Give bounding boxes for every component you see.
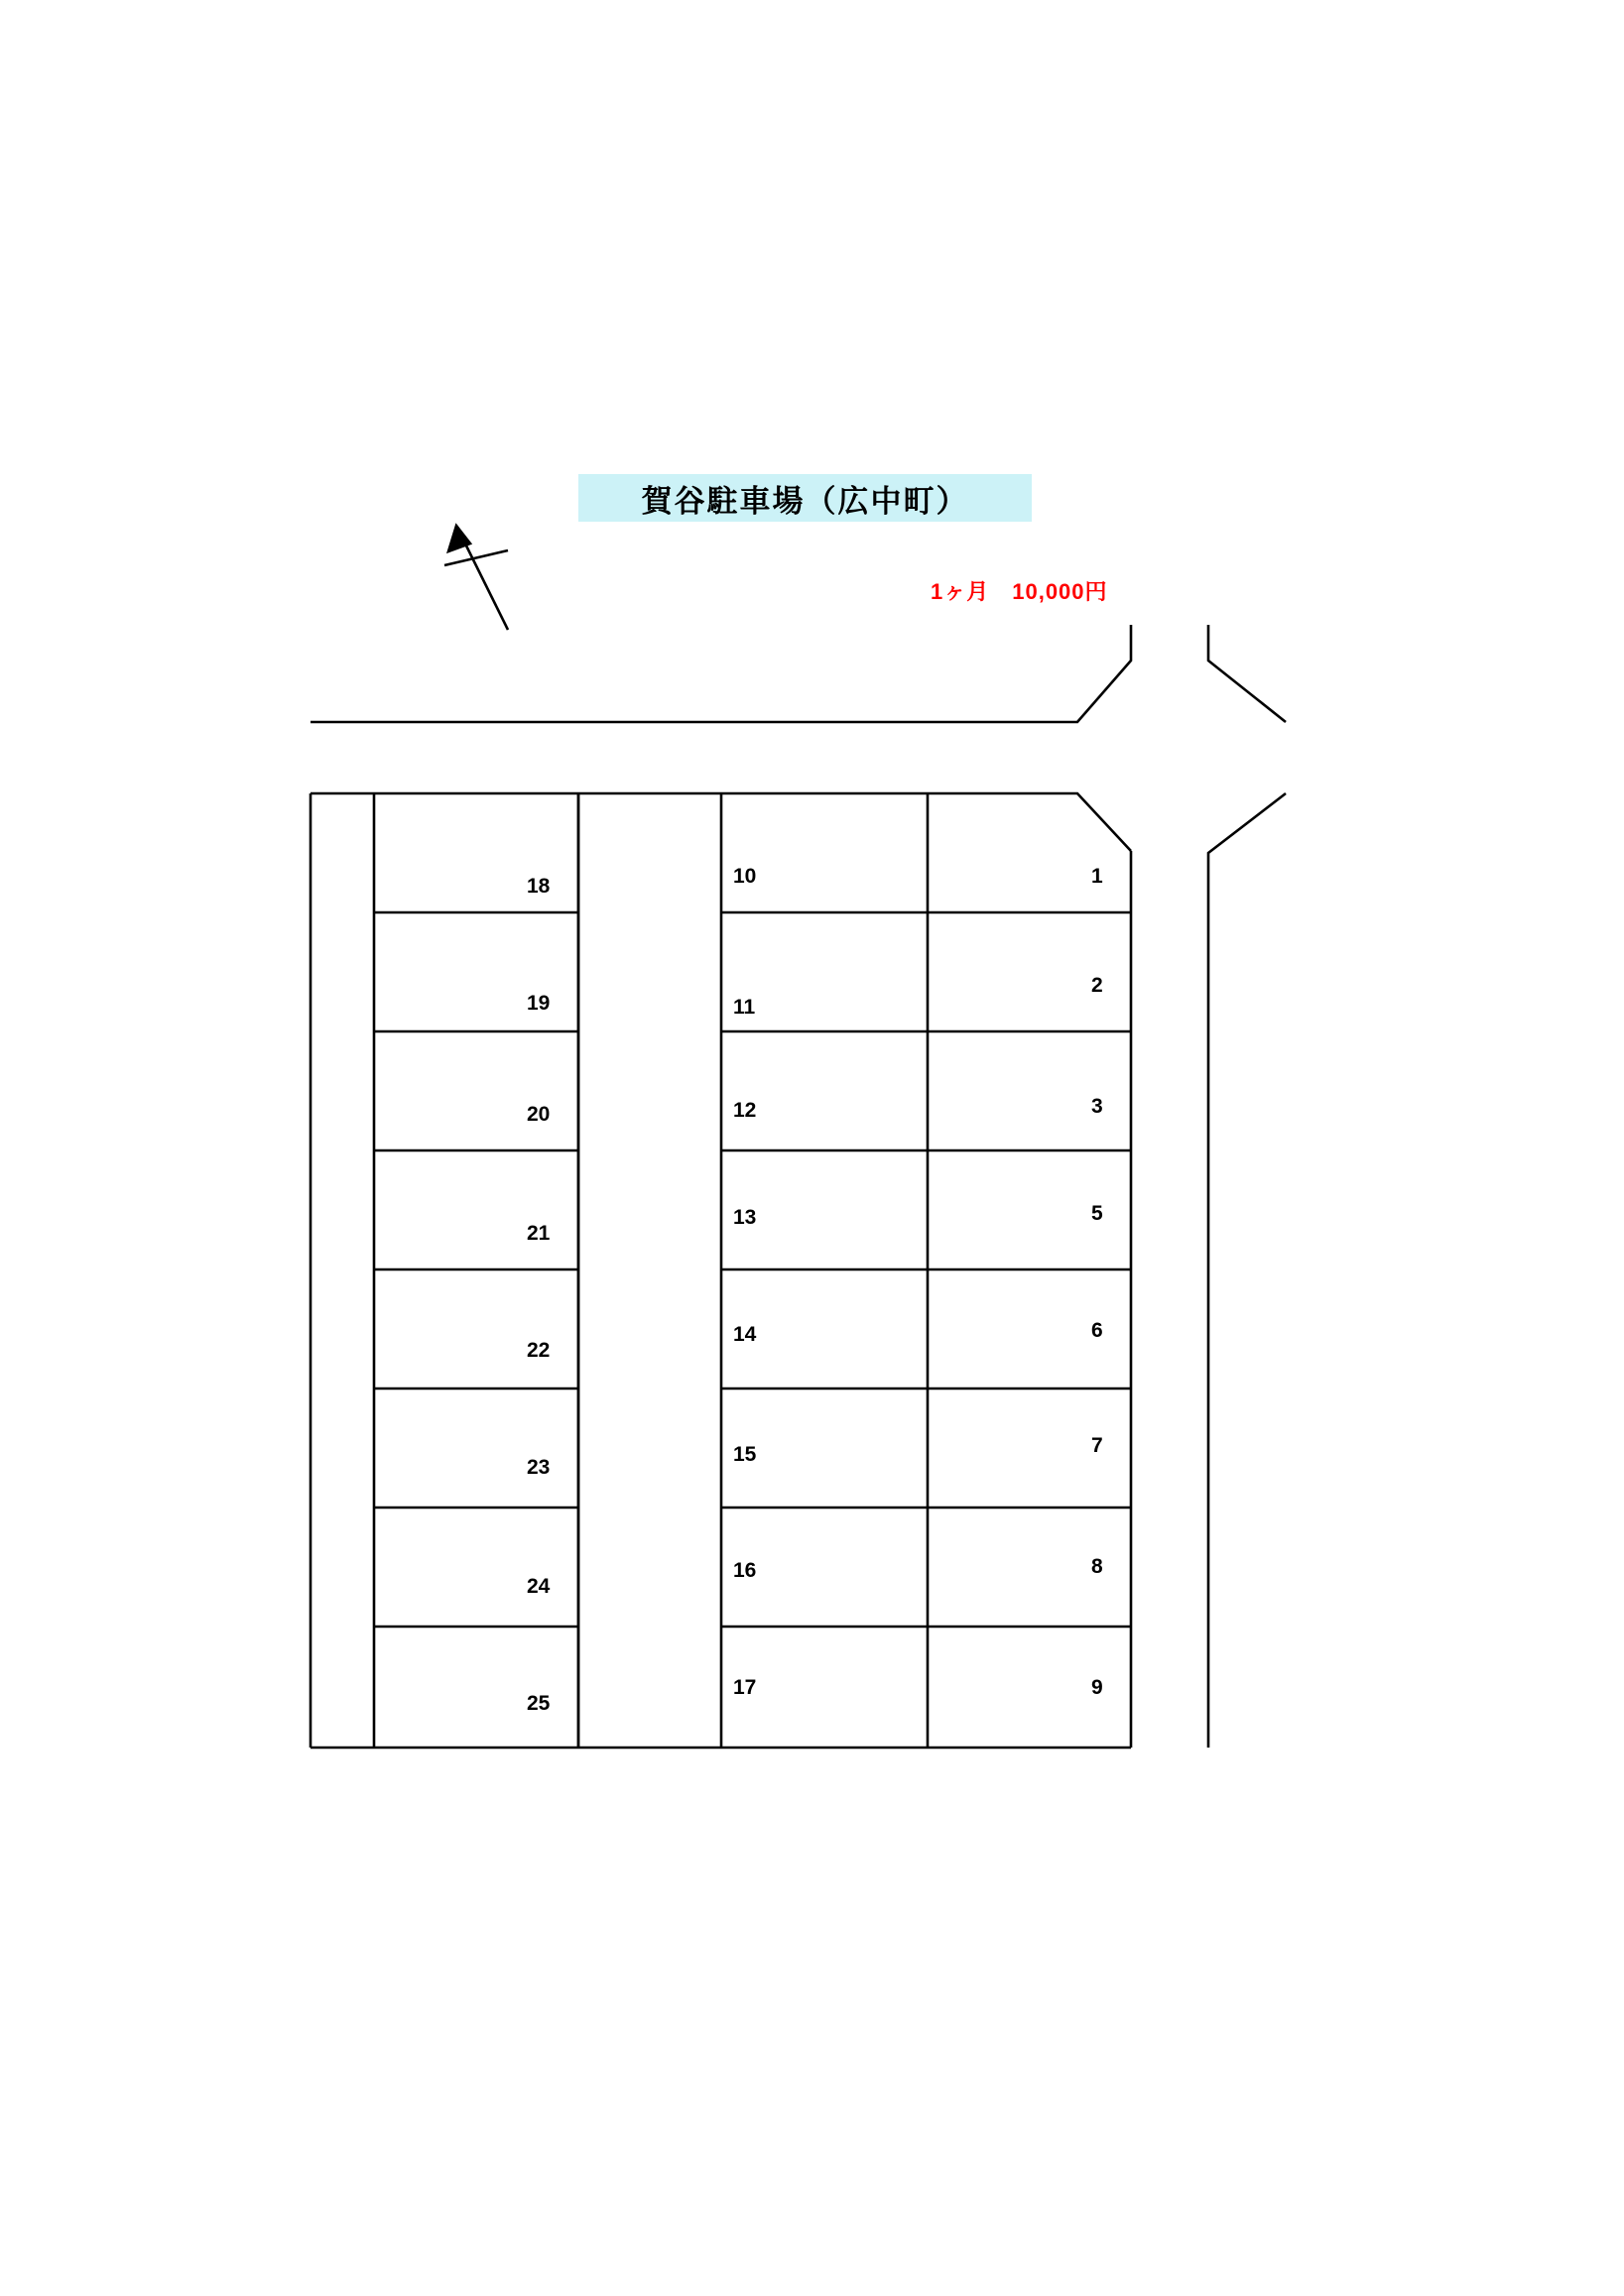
stall-label-20: 20 [527,1103,551,1126]
stall-label-12: 12 [733,1099,757,1122]
stall-label-2: 2 [1091,974,1103,997]
stall-label-18: 18 [527,875,551,898]
stall-label-8: 8 [1091,1555,1103,1578]
stall-label-10: 10 [733,865,757,888]
stall-label-5: 5 [1091,1202,1103,1225]
stall-label-17: 17 [733,1676,757,1699]
stall-label-22: 22 [527,1339,551,1362]
stall-label-14: 14 [733,1323,757,1346]
stall-label-13: 13 [733,1206,757,1229]
stall-label-7: 7 [1091,1434,1103,1457]
right-upper-road-edge [1208,625,1286,722]
stall-label-19: 19 [527,992,551,1015]
stall-label-6: 6 [1091,1319,1103,1342]
stall-label-23: 23 [527,1456,551,1479]
stall-label-9: 9 [1091,1676,1103,1699]
north-arrow-icon [444,526,508,630]
page-title: 賀谷駐車場（広中町） [578,474,1032,522]
stall-label-24: 24 [527,1575,551,1598]
stall-label-16: 16 [733,1559,757,1582]
right-road-edge [1208,793,1286,1748]
stall-label-21: 21 [527,1222,551,1245]
price-note: 1ヶ月 10,000円 [931,579,1108,604]
stall-label-3: 3 [1091,1095,1103,1118]
stall-label-15: 15 [733,1443,757,1466]
stall-label-11: 11 [733,996,756,1019]
stall-label-25: 25 [527,1692,551,1715]
stall-label-1: 1 [1091,865,1103,888]
top-road-edge [311,625,1131,722]
